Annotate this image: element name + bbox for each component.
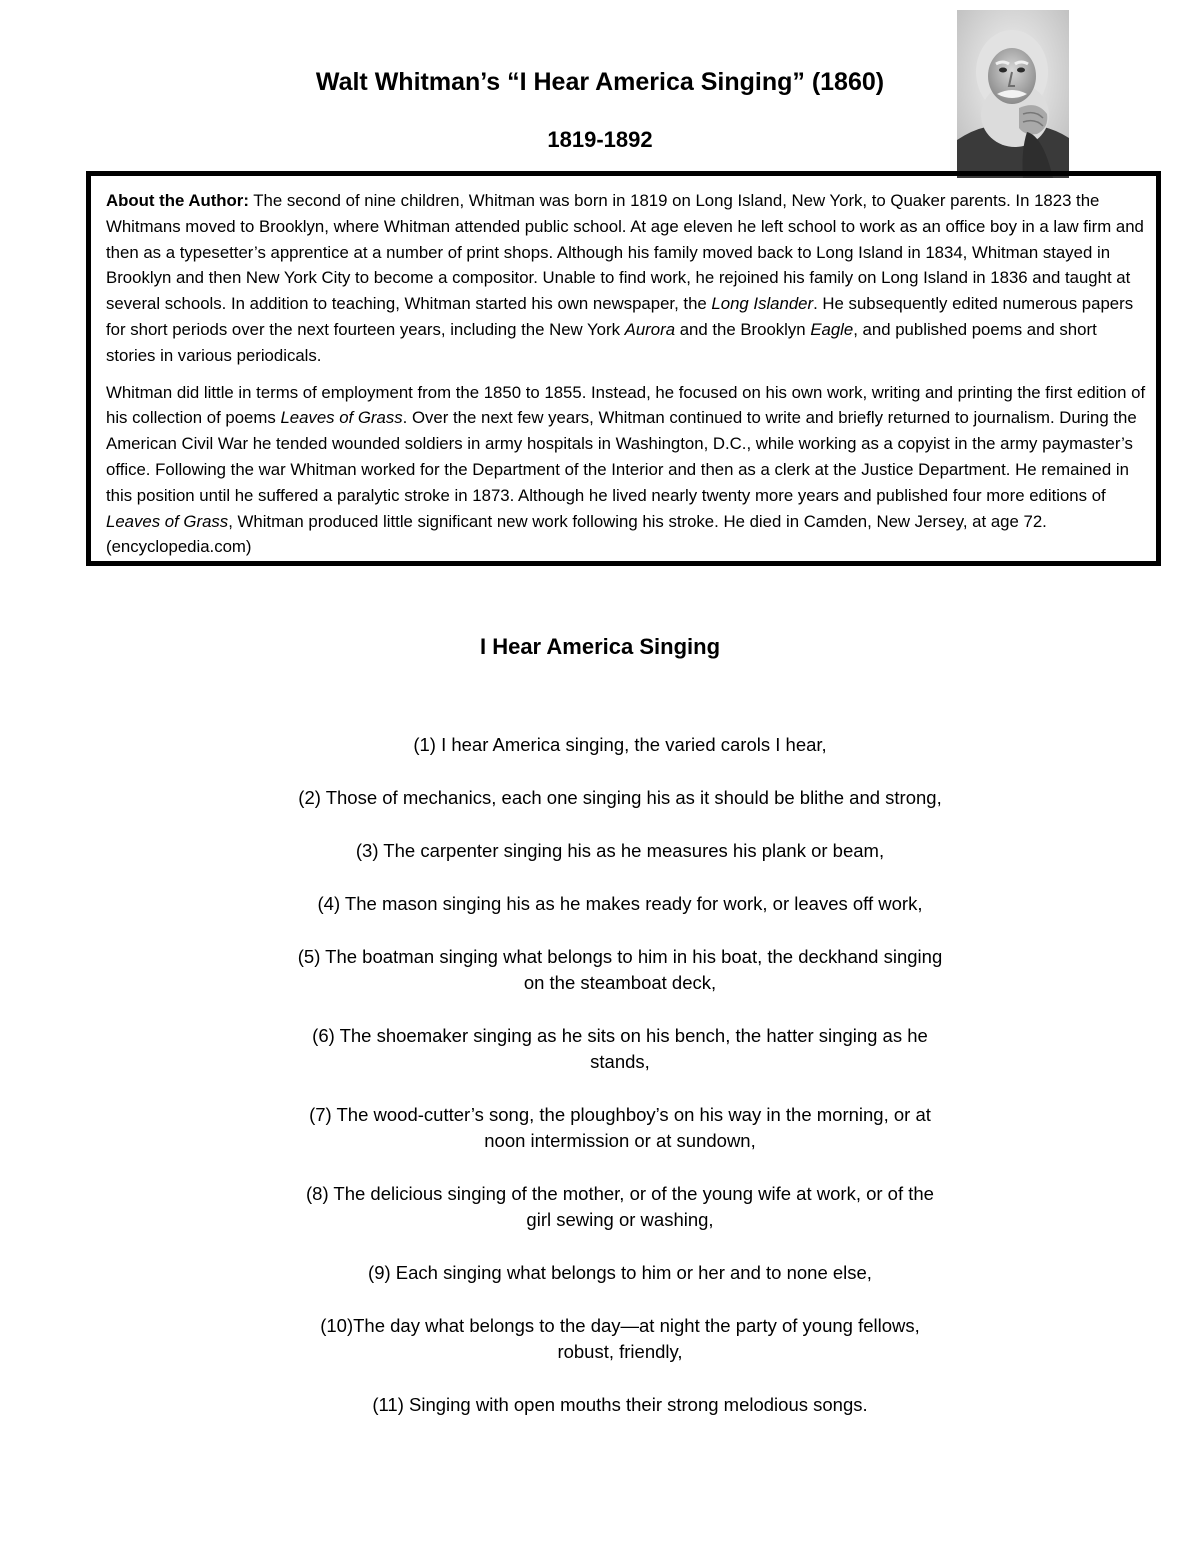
about-author-box [86, 171, 1161, 566]
portrait-illustration [957, 10, 1069, 178]
bio-p2-text-a: Whitman did little in terms of employment from the 1850 to 1855. Instead, he focused on his own work, writing and printing the first edition of his collection of poems [106, 382, 1146, 428]
bio-p1-text-b: . He subsequently edited numerous papers for short periods over the next fourteen years, including the New York [106, 294, 1134, 339]
bio-p1-italic-aurora: Aurora [624, 319, 676, 339]
poem-title: I Hear America Singing [479, 634, 721, 659]
poem-line-9: (9) Each singing what belongs to him or her and to none else, [368, 1262, 872, 1283]
portrait-photo-icon [957, 10, 1069, 178]
bio-p1-text-c: and the Brooklyn [675, 319, 811, 339]
about-author-label: About the Author: [106, 191, 249, 210]
bio-p1-italic-eagle: Eagle [810, 319, 854, 339]
poem-line-11: (11) Singing with open mouths their strong melodious songs. [372, 1394, 868, 1415]
poem-line-7: (7) The wood-cutter’s song, the ploughboy’s on his way in the morning, or at noon intermission or at sundown, [309, 1104, 931, 1151]
page-title: Walt Whitman’s “I Hear America Singing” (1860) [315, 68, 885, 96]
poem-line-2: (2) Those of mechanics, each one singing his as it should be blithe and strong, [298, 787, 942, 808]
poem-line-1: (1) I hear America singing, the varied carols I hear, [413, 734, 827, 755]
bio-p2-text-c: , Whitman produced little significant new work following his stroke. He died in Camden, New Jersey, at age 72. (encyclopedia.com) [106, 511, 1047, 557]
bio-p1-text-a: The second of nine children, Whitman was born in 1819 on Long Island, New York, to Quaker parents. In 1823 the Whitmans moved to Brooklyn, where Whitman attended public school. At age eleven he left school to work as an office boy in a law firm and then as a typesetter’s apprentice at a number of print shops. Although his family moved back to Long Island in 1834, Whitman stayed in Brooklyn and then New York City to become a compositor. Unable to find work, he rejoined his family on Long Island in 1836 and taught at several schools. In addition to teaching, Whitman started his own newspaper, the [106, 191, 1144, 314]
bio-p1-text-d: , and published poems and short stories in various periodicals. [106, 319, 1097, 365]
bio-p2-text-b: . Over the next few years, Whitman continued to write and briefly returned to journalism. During the American Civil War he tended wounded soldiers in army hospitals in Washington, D.C., while working as a copyist in the army paymaster’s office. Following the war Whitman worked for the Department of the Interior and then as a clerk at the Justice Department. He remained in this position until he suffered a paralytic stroke in 1873. Although he lived nearly twenty more years and published four more editions of [106, 408, 1137, 505]
poem-line-8: (8) The delicious singing of the mother, or of the young wife at work, or of the girl sewing or washing, [306, 1183, 934, 1230]
poem-line-4: (4) The mason singing his as he makes ready for work, or leaves off work, [317, 893, 923, 914]
poem-line-5: (5) The boatman singing what belongs to him in his boat, the deckhand singing on the steamboat deck, [297, 946, 943, 993]
bio-p1-italic-long-islander: Long Islander [711, 294, 814, 314]
bio-p2-italic-leaves-of-grass-2: Leaves of Grass [106, 511, 229, 531]
bio-paragraph-1 [106, 188, 1146, 369]
poem-line-6: (6) The shoemaker singing as he sits on his bench, the hatter singing as he stands, [312, 1025, 928, 1072]
bio-paragraph-2 [106, 380, 1146, 561]
poem-line-3: (3) The carpenter singing his as he measures his plank or beam, [355, 840, 885, 861]
author-dates: 1819-1892 [547, 127, 653, 152]
bio-p2-italic-leaves-of-grass: Leaves of Grass [280, 408, 403, 428]
poem-body [295, 732, 945, 1445]
about-author-text [106, 188, 1146, 560]
poem-line-10: (10)The day what belongs to the day—at night the party of young fellows, robust, friendly, [320, 1315, 920, 1362]
